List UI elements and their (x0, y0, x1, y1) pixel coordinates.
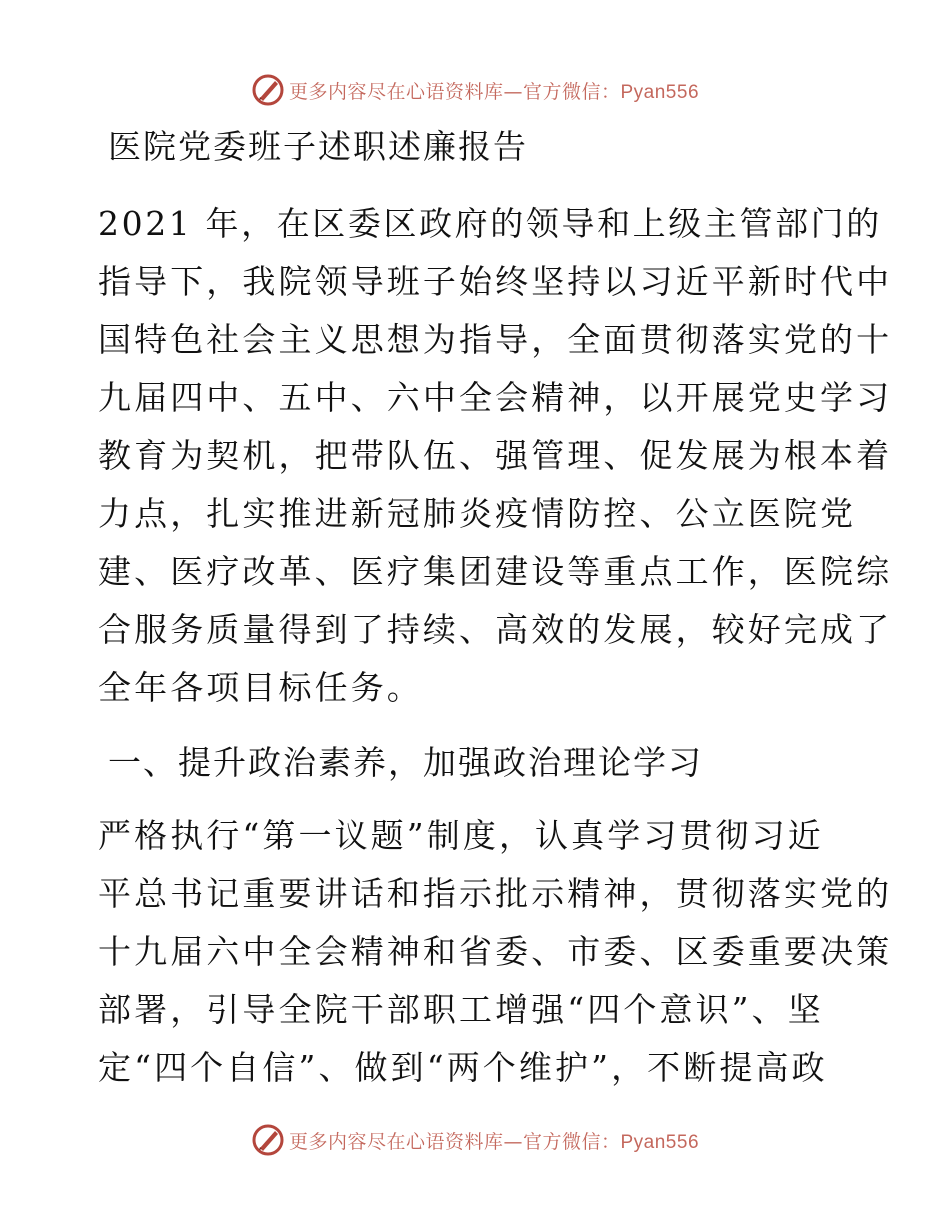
paragraph-line: 严格执行“第一议题”制度，认真学习贯彻习近 (98, 816, 824, 855)
watermark-footer (0, 1120, 950, 1160)
watermark-wechat-label: 官方微信： (522, 1130, 621, 1153)
paragraph-line: 十九届六中全会精神和省委、市委、区委重要决策 (98, 932, 893, 971)
section-heading: 一、提升政治素养，加强政治理论学习 (108, 743, 703, 782)
watermark-text (289, 1127, 699, 1154)
paragraph-line: 定“四个自信”、做到“两个维护”，不断提高政 (98, 1048, 828, 1087)
watermark-brand: 更多内容尽在心语资料库 (288, 80, 504, 103)
paragraph-line: 部署，引导全院干部职工增强“四个意识”、坚 (98, 990, 824, 1029)
watermark-text (289, 77, 699, 104)
watermark-wechat-id: Pyan556 (620, 81, 700, 103)
document-title: 医院党委班子述职述廉报告 (108, 127, 528, 166)
watermark-brand: 更多内容尽在心语资料库 (288, 1130, 504, 1153)
watermark-wechat-id: Pyan556 (620, 1131, 700, 1153)
paragraph-line: 2021 年，在区委区政府的领导和上级主管部门的 (98, 204, 882, 243)
watermark-dash: — (503, 80, 523, 103)
paragraph-line: 合服务质量得到了持续、高效的发展，较好完成了 (98, 610, 893, 649)
quill-logo-icon (251, 1123, 285, 1157)
paragraph-line: 平总书记重要讲话和指示批示精神，贯彻落实党的 (98, 874, 893, 913)
paragraph-line: 国特色社会主义思想为指导，全面贯彻落实党的十 (98, 320, 893, 359)
watermark-wechat-label: 官方微信： (522, 80, 621, 103)
paragraph-line: 力点，扎实推进新冠肺炎疫情防控、公立医院党 (98, 494, 857, 533)
paragraph-line: 教育为契机，把带队伍、强管理、促发展为根本着 (98, 436, 893, 475)
paragraph-line: 九届四中、五中、六中全会精神，以开展党史学习 (98, 378, 893, 417)
paragraph-line: 全年各项目标任务。 (98, 668, 423, 707)
watermark-header (0, 70, 950, 110)
paragraph-line: 建、医疗改革、医疗集团建设等重点工作，医院综 (98, 552, 893, 591)
quill-logo-icon (251, 73, 285, 107)
paragraph-line: 指导下，我院领导班子始终坚持以习近平新时代中 (98, 262, 893, 301)
watermark-dash: — (503, 1130, 523, 1153)
